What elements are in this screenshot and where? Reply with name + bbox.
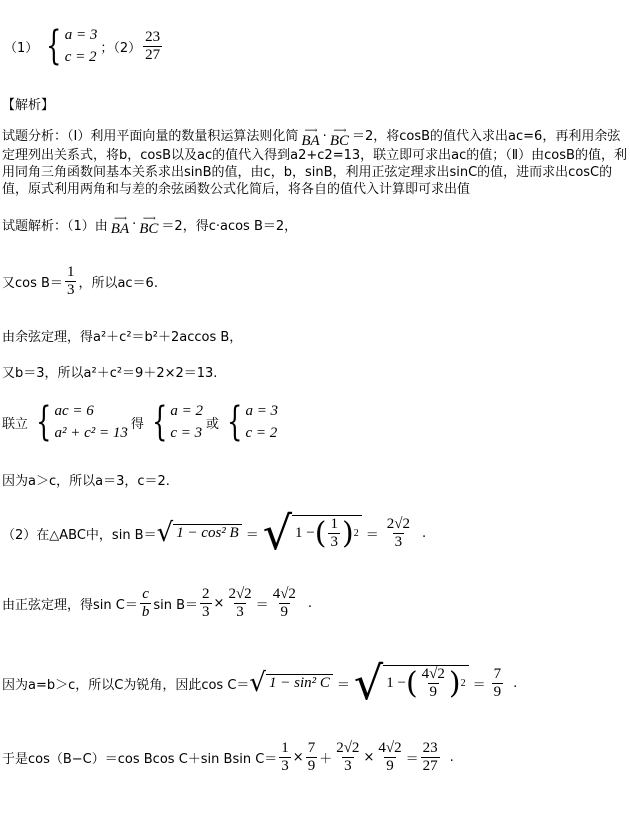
answer-c: c = 2 (64, 49, 97, 65)
fraction: $\frac{23}{27}$ (422, 740, 438, 774)
vector-ba: ⟶ BA (301, 125, 320, 149)
answer-separator: ；（2） (100, 40, 142, 56)
solution-line-10: 于是cos（B−C）＝cos Bcos C＋sin Bsin C＝ $\frac{1}{3}$ × $\frac{7}{9}$ ＋ $\frac{2√2}{3}$ × $\frac{4√2}{9}$ ＝ $\frac{23}{27}$ . (2, 740, 454, 774)
vector-ba: ⟶ BA (110, 213, 130, 237)
solution-system-1: { a = 2 c = 3 (151, 399, 203, 445)
solution-line-2: 又cos B＝ $\frac{1}{3}$ ，所以ac＝6. (2, 264, 158, 298)
brace-icon: { (46, 23, 62, 69)
fraction: $\frac{2√2}{3}$ (336, 740, 360, 774)
solution-line-5: 联立 { ac = 6 a² + c² = 13 得 { a = 2 c = 3 或 { a = 3 c = 2 (2, 399, 279, 445)
fraction: $\frac{4√2}{9}$ (378, 740, 402, 774)
answer-system (41, 24, 97, 68)
equation-system: { ac = 6 a² + c² = 13 (36, 399, 128, 445)
sqrt-expression: √ 1 − ( $\frac{4√2}{9}$ ) 2 (354, 656, 469, 710)
fraction: $\frac{2√2}{3}$ (228, 586, 252, 620)
sqrt-expression: √ 1 − ( $\frac{1}{3}$ ) 2 (263, 506, 362, 560)
vector-bc: ⟶ BC (329, 125, 349, 149)
solution-line-3: 由余弦定理，得a²＋c²＝b²＋2accos B， (2, 330, 243, 345)
analysis-paragraph: 试题分析：（Ⅰ）利用平面向量的数量积运算法则化简 ⟶ BA · ⟶ BC ＝2，将cosB的值代入求出ac=6，再利用余弦定理列出关系式，将b，cosB以及ac的值代入得到a2+c2=13，联立即可求出ac的值；（Ⅱ）由cosB的值，利用同角三角函数间基本关系求出sinB的值，由c，b，sinB，利用正弦定理求出sinC的值，进而求出cosC的值，原式利用两角和与差的余弦函数公式化简后，将各自的值代入计算即可求出值 (2, 125, 627, 197)
sqrt-expression: √ 1 − cos² B (157, 518, 242, 548)
answer-part1-label: （1） (4, 40, 39, 56)
solution-line-6: 因为a＞c，所以a＝3，c＝2. (2, 474, 170, 489)
solution-line-7: （2）在△ABC中，sin B＝ √ 1 − cos² B ＝ √ 1 − ( $\frac{1}{3}$ ) 2 ＝ $\frac{2√2}{3}$ . (2, 506, 427, 560)
answer-fraction: $\frac{23}{27}$ (145, 28, 161, 63)
solution-line-1: 试题解析：（1）由 ⟶ BA · ⟶ BC ＝2，得c·acos B＝2， (2, 213, 298, 237)
section-heading: 【解析】 (2, 98, 55, 113)
sqrt-expression: √ 1 − sin² C (249, 668, 332, 698)
answer-a: a = 3 (64, 27, 98, 43)
solution-line-8: 由正弦定理，得sin C＝ $\frac{c}{b}$ sin B＝ $\frac{2}{3}$ × $\frac{2√2}{3}$ ＝ $\frac{4√2}{9}$ . (2, 586, 313, 620)
solution-line-9: 因为a=b＞c，所以C为锐角，因此cos C＝ √ 1 − sin² C ＝ √ 1 − ( $\frac{4√2}{9}$ ) 2 ＝ $\frac{7}{9}$ . (2, 656, 518, 710)
solution-system-2: { a = 3 c = 2 (227, 399, 279, 445)
fraction: $\frac{4√2}{9}$ (272, 586, 296, 620)
answer-line (4, 24, 164, 68)
fraction: $\frac{2}{3}$ (202, 586, 210, 620)
fraction: $\frac{2√2}{3}$ (386, 515, 410, 550)
fraction: $\frac{7}{9}$ (493, 665, 502, 700)
fraction: $\frac{1}{3}$ (281, 740, 289, 774)
solution-line-4: 又b＝3，所以a²＋c²＝9＋2×2＝13. (2, 366, 218, 381)
fraction: $\frac{c}{b}$ (141, 586, 150, 620)
fraction: $\frac{1}{3}$ (66, 264, 75, 298)
fraction: $\frac{7}{9}$ (307, 740, 316, 774)
vector-bc: ⟶ BC (139, 213, 159, 237)
